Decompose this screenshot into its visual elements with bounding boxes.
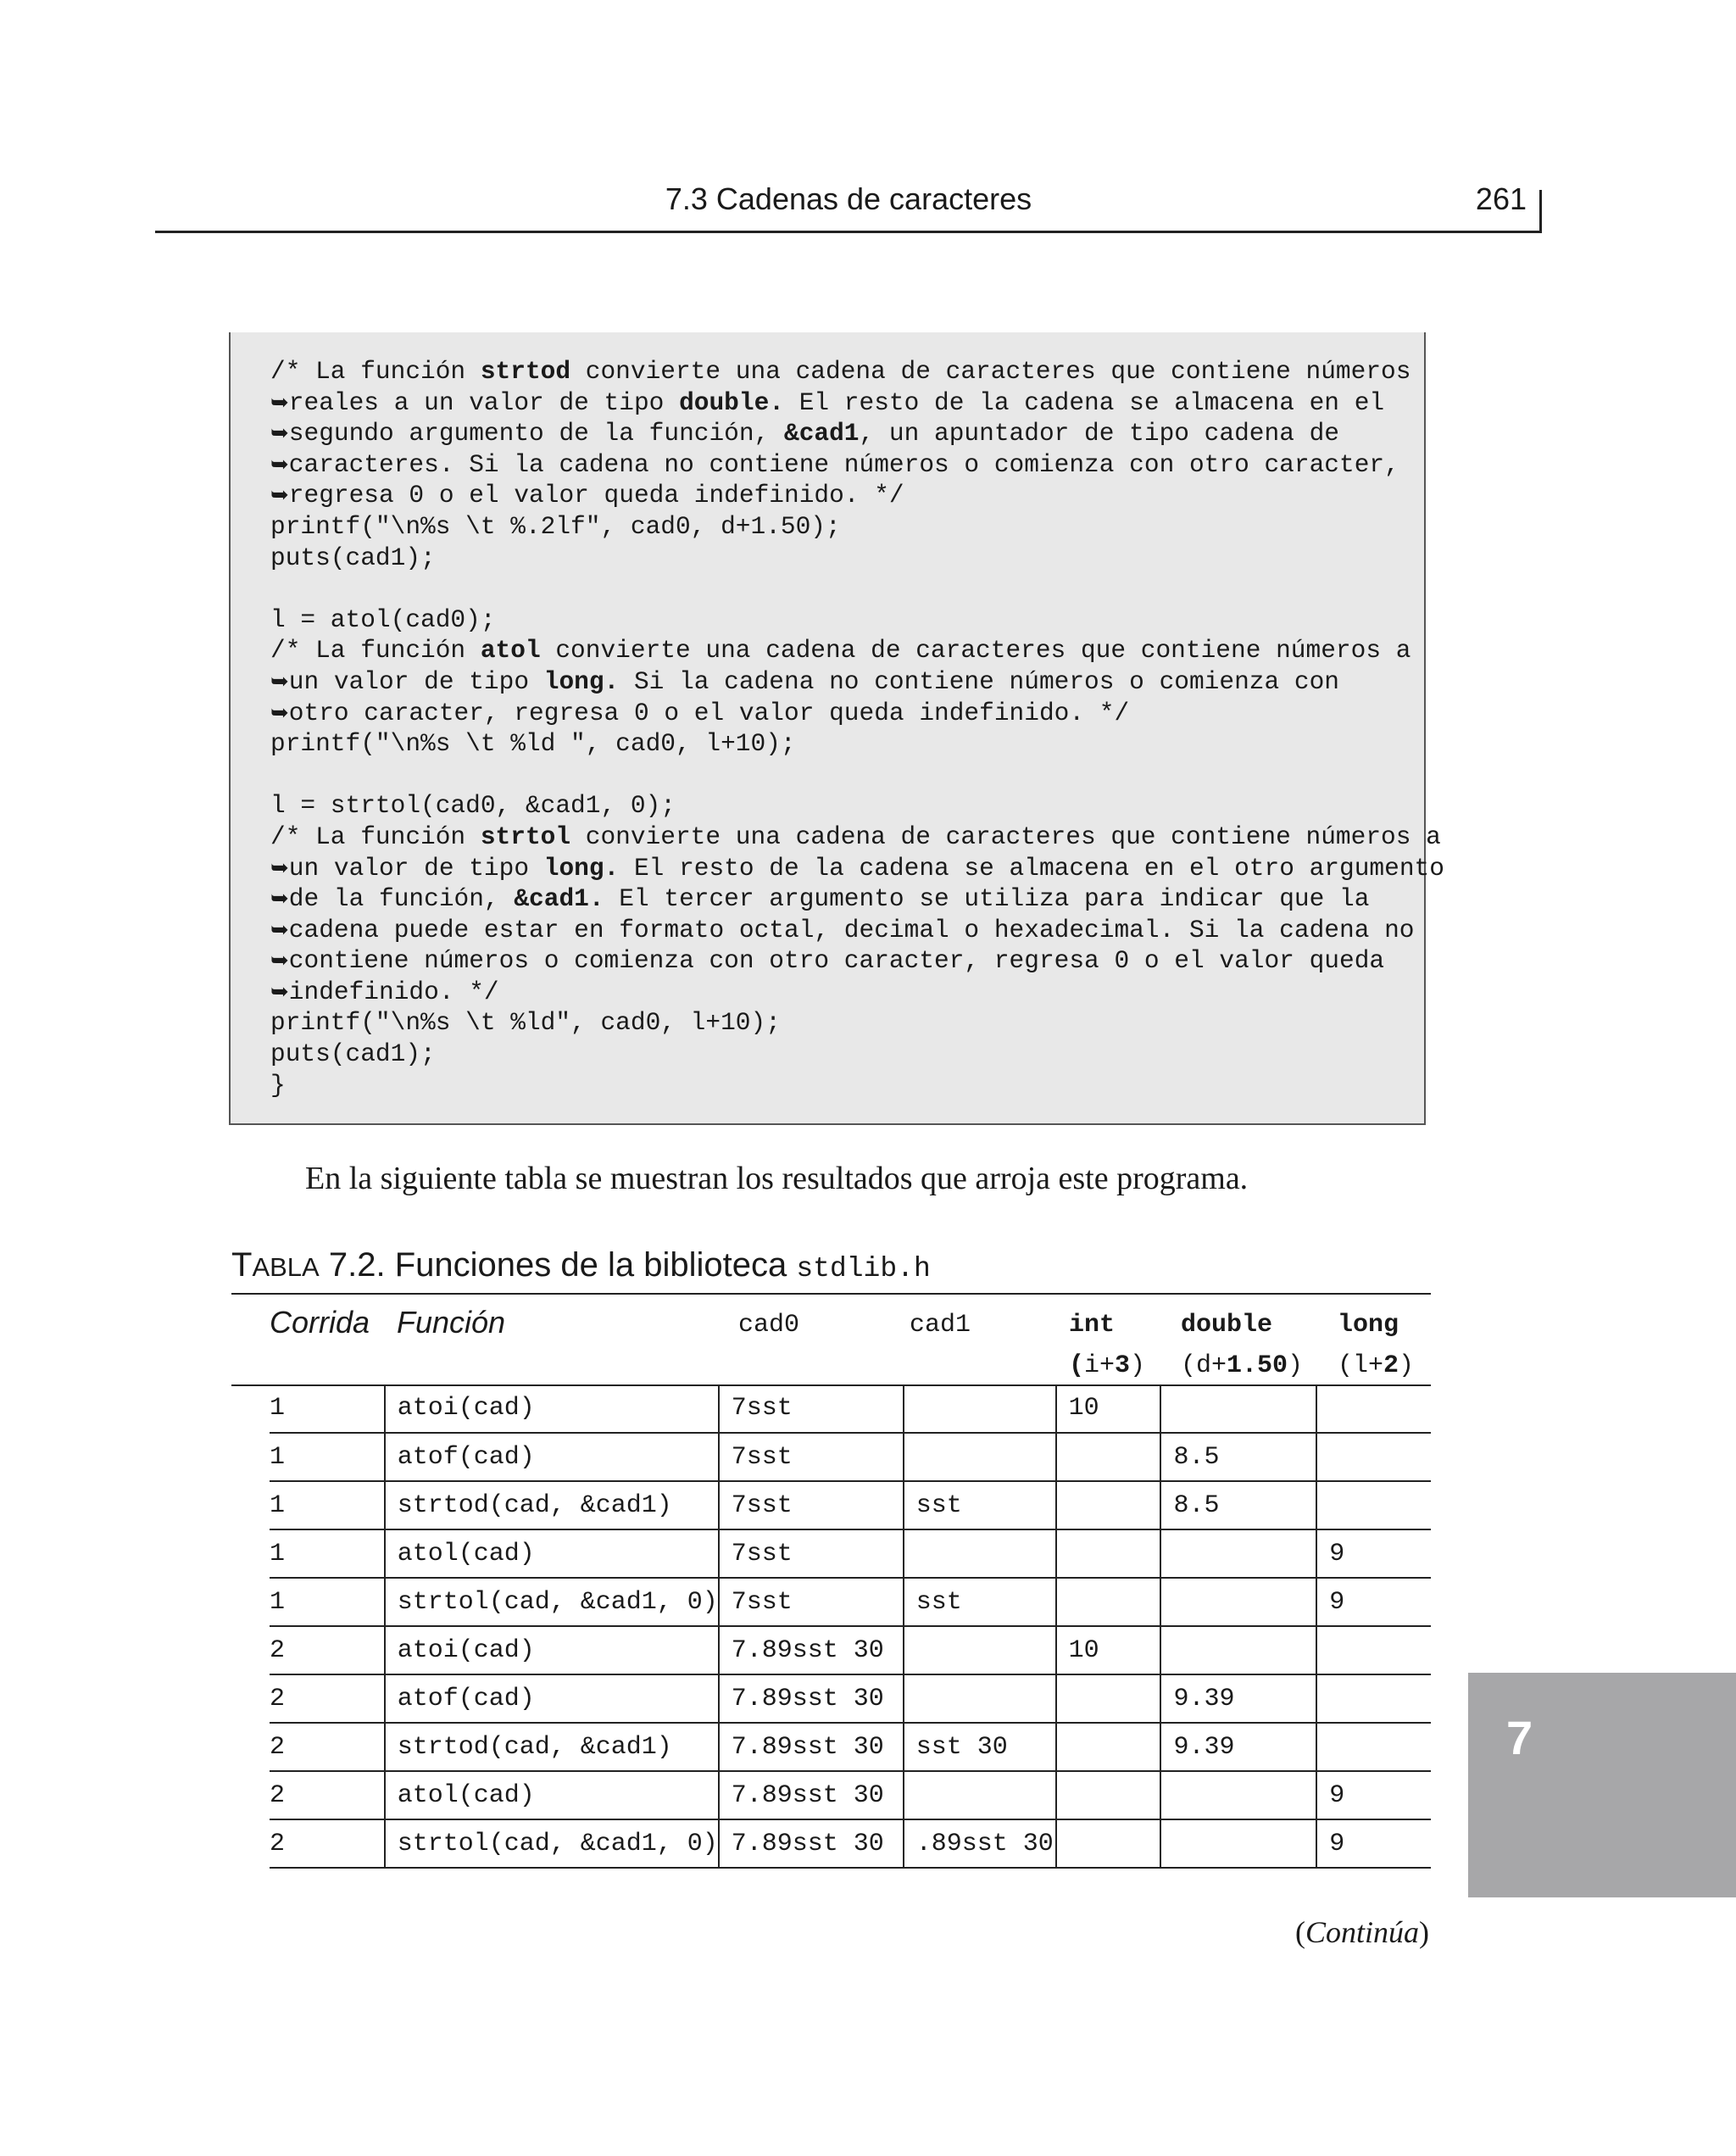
cell-int: 10: [1056, 1384, 1161, 1433]
cell-long: 9: [1316, 1578, 1431, 1626]
table-row: [270, 1481, 1431, 1529]
cell-funcion: atol(cad): [385, 1771, 719, 1819]
cell-funcion: strtol(cad, &cad1, 0): [385, 1819, 719, 1868]
code-text: caracteres. Si la cadena no contiene números o comienza con otro caracter,: [288, 449, 1399, 479]
code-line: [270, 884, 1369, 913]
code-text: , un apuntador de tipo cadena de: [859, 419, 1340, 448]
cell-int: [1056, 1433, 1161, 1481]
cell-int: [1056, 1723, 1161, 1771]
continuation-arrow-icon: ➥: [270, 389, 289, 415]
header-int-name: int: [1069, 1311, 1116, 1340]
cell-cad0: 7sst: [719, 1433, 904, 1481]
table-row: [270, 1433, 1431, 1481]
code-line: [270, 978, 499, 1006]
code-text: convierte una cadena de caracteres que contiene números a: [540, 636, 1411, 666]
page-number: 261: [1475, 181, 1527, 216]
code-line: [270, 543, 436, 572]
code-line: [270, 481, 904, 510]
code-block: [270, 356, 1444, 1100]
code-text: un valor de tipo: [288, 666, 544, 696]
cell-cad1: .89sst 30: [904, 1819, 1056, 1868]
continuation-arrow-icon: ➥: [270, 948, 289, 974]
code-text: cadena puede estar en formato octal, decimal o hexadecimal. Si la cadena no: [288, 915, 1415, 944]
table-row: [270, 1771, 1431, 1819]
code-text: puts(cad1);: [270, 1039, 436, 1069]
code-keyword: double.: [679, 387, 784, 417]
table-header: [231, 1293, 1431, 1386]
code-text: puts(cad1);: [270, 543, 436, 572]
code-line: [270, 1039, 436, 1068]
code-text: printf("\n%s \t %ld", cad0, l+10);: [270, 1008, 781, 1038]
cell-int: [1056, 1819, 1161, 1868]
cell-corrida: 2: [270, 1723, 385, 1771]
cell-funcion: strtol(cad, &cad1, 0): [385, 1578, 719, 1626]
running-head: [155, 178, 1542, 233]
continued-text: Continúa: [1305, 1915, 1419, 1949]
code-line: [270, 699, 1129, 727]
cell-int: [1056, 1481, 1161, 1529]
header-corrida: Corrida: [270, 1305, 370, 1340]
cell-long: [1316, 1384, 1431, 1433]
code-text: otro caracter, regresa 0 o el valor queda indefinido. */: [288, 698, 1130, 727]
code-keyword: strtod: [480, 357, 571, 386]
cell-cad0: 7sst: [719, 1481, 904, 1529]
header-double-name: double: [1181, 1311, 1273, 1340]
cell-long: 9: [1316, 1771, 1431, 1819]
table-row: [270, 1674, 1431, 1723]
code-keyword: long.: [543, 853, 620, 883]
code-line: [270, 357, 1410, 386]
chapter-number: 7: [1506, 1711, 1533, 1764]
table-row: [270, 1626, 1431, 1674]
cell-cad0: 7.89sst 30: [719, 1771, 904, 1819]
continuation-arrow-icon: ➥: [270, 482, 289, 509]
continuation-arrow-icon: ➥: [270, 916, 289, 943]
header-double: double (d+1.50): [1181, 1311, 1304, 1380]
cell-funcion: atol(cad): [385, 1529, 719, 1578]
cell-double: [1160, 1384, 1316, 1433]
table-row: [270, 1578, 1431, 1626]
header-cad1: cad1: [910, 1311, 971, 1340]
cell-long: [1316, 1626, 1431, 1674]
code-text: convierte una cadena de caracteres que contiene números: [570, 357, 1411, 386]
results-table-body: [270, 1384, 1431, 1869]
code-text: segundo argumento de la función,: [288, 419, 784, 448]
table-row: [270, 1723, 1431, 1771]
code-line: [270, 854, 1444, 883]
cell-cad1: [904, 1771, 1056, 1819]
continued-note: (Continúa): [1294, 1915, 1429, 1949]
code-text: l = strtol(cad0, &cad1, 0);: [270, 791, 676, 821]
code-text: El resto de la cadena se almacena en el: [784, 387, 1385, 417]
table-row: [270, 1384, 1431, 1433]
cell-double: 8.5: [1160, 1481, 1316, 1529]
cell-double: [1160, 1626, 1316, 1674]
header-tick-mark: [1539, 190, 1542, 232]
cell-cad1: sst: [904, 1578, 1056, 1626]
cell-cad0: 7.89sst 30: [719, 1626, 904, 1674]
code-text: l = atol(cad0);: [270, 604, 496, 634]
cell-funcion: strtod(cad, &cad1): [385, 1723, 719, 1771]
chapter-tab: [1468, 1673, 1736, 1897]
cell-cad1: [904, 1433, 1056, 1481]
table-caption: [231, 1246, 931, 1284]
cell-cad0: 7.89sst 30: [719, 1819, 904, 1868]
cell-corrida: 2: [270, 1771, 385, 1819]
cell-long: 9: [1316, 1529, 1431, 1578]
code-line: [270, 791, 676, 820]
code-listing: [229, 332, 1444, 1125]
code-line: [270, 729, 796, 758]
code-keyword: atol: [480, 636, 541, 666]
cell-corrida: 2: [270, 1626, 385, 1674]
code-text: reales a un valor de tipo: [288, 387, 680, 417]
cell-cad0: 7.89sst 30: [719, 1723, 904, 1771]
cell-long: [1316, 1433, 1431, 1481]
code-line: [270, 450, 1399, 479]
code-text: un valor de tipo: [288, 853, 544, 883]
section-title: 7.3 Cadenas de caracteres: [665, 181, 1032, 216]
continuation-arrow-icon: ➥: [270, 886, 289, 912]
cell-double: [1160, 1578, 1316, 1626]
cell-double: [1160, 1819, 1316, 1868]
code-text: }: [270, 1070, 286, 1100]
cell-int: [1056, 1771, 1161, 1819]
code-text: convierte una cadena de caracteres que contiene números a: [570, 822, 1441, 851]
code-line: [270, 916, 1415, 944]
continuation-arrow-icon: ➥: [270, 668, 289, 694]
cell-long: [1316, 1481, 1431, 1529]
caption-label-rest: ABLA: [252, 1252, 320, 1282]
cell-corrida: 1: [270, 1578, 385, 1626]
code-line: [270, 419, 1339, 448]
code-keyword: long.: [543, 666, 620, 696]
code-text: printf("\n%s \t %.2lf", cad0, d+1.50);: [270, 511, 841, 541]
cell-corrida: 1: [270, 1384, 385, 1433]
code-line: [270, 605, 496, 634]
code-keyword: strtol: [480, 822, 571, 851]
cell-double: 9.39: [1160, 1723, 1316, 1771]
code-line: [270, 946, 1384, 975]
cell-corrida: 2: [270, 1819, 385, 1868]
code-text: contiene números o comienza con otro caracter, regresa 0 o el valor queda: [288, 946, 1385, 976]
continuation-arrow-icon: ➥: [270, 855, 289, 881]
continuation-arrow-icon: ➥: [270, 451, 289, 477]
code-keyword: &cad1: [784, 419, 860, 448]
cell-long: [1316, 1674, 1431, 1723]
code-line: [270, 667, 1339, 696]
caption-text: Funciones de la biblioteca: [394, 1246, 787, 1284]
header-funcion: Función: [397, 1305, 506, 1340]
cell-double: 8.5: [1160, 1433, 1316, 1481]
code-text: regresa 0 o el valor queda indefinido. */: [288, 481, 904, 510]
cell-funcion: atof(cad): [385, 1674, 719, 1723]
cell-cad1: [904, 1626, 1056, 1674]
body-paragraph: En la siguiente tabla se muestran los resultados que arroja este programa.: [305, 1161, 1249, 1196]
cell-cad0: 7sst: [719, 1384, 904, 1433]
cell-int: [1056, 1578, 1161, 1626]
cell-cad1: sst 30: [904, 1723, 1056, 1771]
table-row: [270, 1529, 1431, 1578]
cell-corrida: 1: [270, 1481, 385, 1529]
header-long: long (l+2): [1338, 1311, 1415, 1380]
cell-cad0: 7sst: [719, 1529, 904, 1578]
code-keyword: &cad1.: [514, 884, 604, 914]
cell-funcion: strtod(cad, &cad1): [385, 1481, 719, 1529]
caption-code: stdlib.h: [796, 1253, 931, 1284]
code-line: [270, 1008, 781, 1037]
cell-double: [1160, 1529, 1316, 1578]
cell-int: 10: [1056, 1626, 1161, 1674]
header-int: int (i+3): [1069, 1311, 1146, 1380]
cell-corrida: 1: [270, 1529, 385, 1578]
code-text: El resto de la cadena se almacena en el otro argumento: [619, 853, 1444, 883]
cell-cad1: [904, 1529, 1056, 1578]
cell-int: [1056, 1674, 1161, 1723]
code-text: printf("\n%s \t %ld ", cad0, l+10);: [270, 729, 796, 759]
caption-number: 7.2.: [328, 1246, 386, 1284]
cell-cad1: [904, 1384, 1056, 1433]
code-text: /* La función: [270, 636, 481, 666]
caption-label-first: T: [231, 1246, 253, 1284]
cell-corrida: 2: [270, 1674, 385, 1723]
code-text: de la función,: [288, 884, 515, 914]
cell-corrida: 1: [270, 1433, 385, 1481]
cell-funcion: atoi(cad): [385, 1626, 719, 1674]
cell-cad0: 7.89sst 30: [719, 1674, 904, 1723]
code-line: [270, 1071, 286, 1100]
code-line: [270, 636, 1410, 665]
continuation-arrow-icon: ➥: [270, 421, 289, 447]
header-long-name: long: [1338, 1311, 1399, 1340]
cell-double: 9.39: [1160, 1674, 1316, 1723]
continuation-arrow-icon: ➥: [270, 699, 289, 726]
code-line: [270, 822, 1441, 851]
cell-int: [1056, 1529, 1161, 1578]
cell-long: 9: [1316, 1819, 1431, 1868]
code-text: /* La función: [270, 822, 481, 851]
code-line: [270, 388, 1384, 417]
code-text: indefinido. */: [288, 977, 499, 1006]
cell-cad0: 7sst: [719, 1578, 904, 1626]
cell-long: [1316, 1723, 1431, 1771]
code-text: /* La función: [270, 357, 481, 386]
cell-funcion: atof(cad): [385, 1433, 719, 1481]
code-text: El tercer argumento se utiliza para indicar que la: [604, 884, 1370, 914]
code-line: [270, 512, 841, 541]
code-text: Si la cadena no contiene números o comienza con: [619, 666, 1340, 696]
table-row: [270, 1819, 1431, 1868]
cell-funcion: atoi(cad): [385, 1384, 719, 1433]
cell-cad1: sst: [904, 1481, 1056, 1529]
continuation-arrow-icon: ➥: [270, 978, 289, 1005]
cell-cad1: [904, 1674, 1056, 1723]
cell-double: [1160, 1771, 1316, 1819]
header-cad0: cad0: [738, 1311, 800, 1340]
